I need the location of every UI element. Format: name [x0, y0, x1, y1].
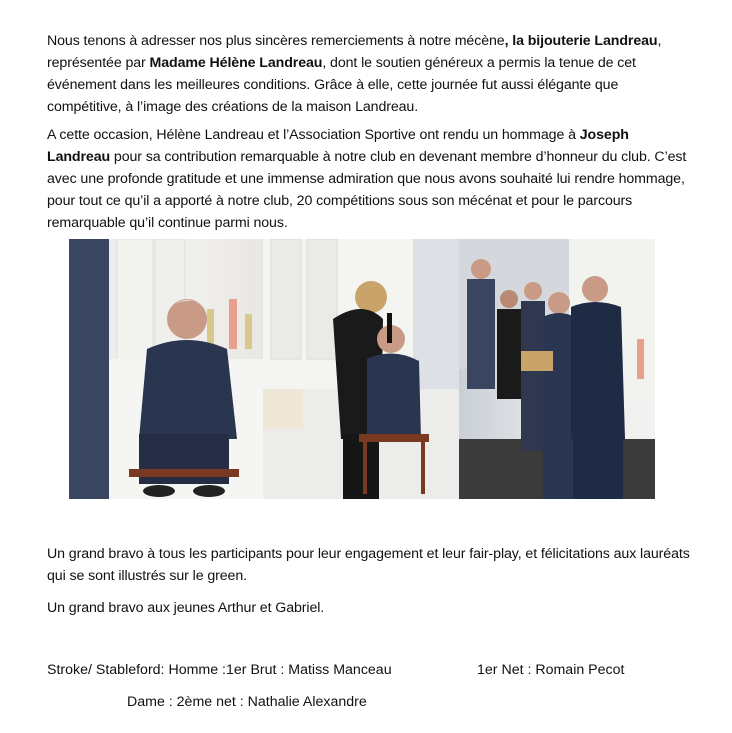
bold-name: Madame Hélène Landreau — [149, 55, 323, 71]
paragraph-congratulations: Un grand bravo à tous les participants pour leur engagement et leur fair-play, et félicitations aux lauréats qui se sont illustrés sur le green. — [47, 546, 690, 584]
photo-honoree-seated — [69, 239, 263, 499]
text-span: , représentée par — [47, 33, 662, 71]
text-span: Nous tenons à adresser nos plus sincères remerciements à notre mécène — [47, 33, 505, 49]
bold-sponsor: , la bijouterie Landreau — [504, 33, 658, 49]
paragraph-tribute — [47, 124, 695, 234]
bold-honoree: Joseph Landreau — [47, 127, 629, 165]
text-span: pour sa contribution remarquable à notre club en devenant membre d’honneur du club. C’est avec une profonde gratitude et une immense admiration que nous avons souhaité lui rendre hommage, pour tout ce qu’il a apporté à notre club, 20 compétitions sous son mécénat et pour le parcours remarquable qu’il continue parmi nous. — [47, 149, 687, 231]
text-span: A cette occasion, Hélène Landreau et l’Association Sportive ont rendu un hommage à — [47, 127, 580, 143]
results-dame: Dame : 2ème net : Nathalie Alexandre — [127, 694, 367, 710]
text-span: , dont le soutien généreux a permis la tenue de cet événement dans les meilleures conditions. Grâce à elle, cette journée fut aussi élégante que compétitive, à l’image des créations de la maison Landreau. — [47, 55, 636, 115]
photo-collage — [69, 239, 655, 499]
results-stroke-brut: Stroke/ Stableford: Homme :1er Brut : Matiss Manceau — [47, 662, 392, 678]
photo-plaque-presentation — [459, 239, 655, 499]
paragraph-thanks — [47, 30, 695, 118]
results-net: 1er Net : Romain Pecot — [477, 662, 625, 678]
paragraph-young-players: Un grand bravo aux jeunes Arthur et Gabriel. — [47, 600, 325, 616]
photo-hug — [263, 239, 459, 499]
